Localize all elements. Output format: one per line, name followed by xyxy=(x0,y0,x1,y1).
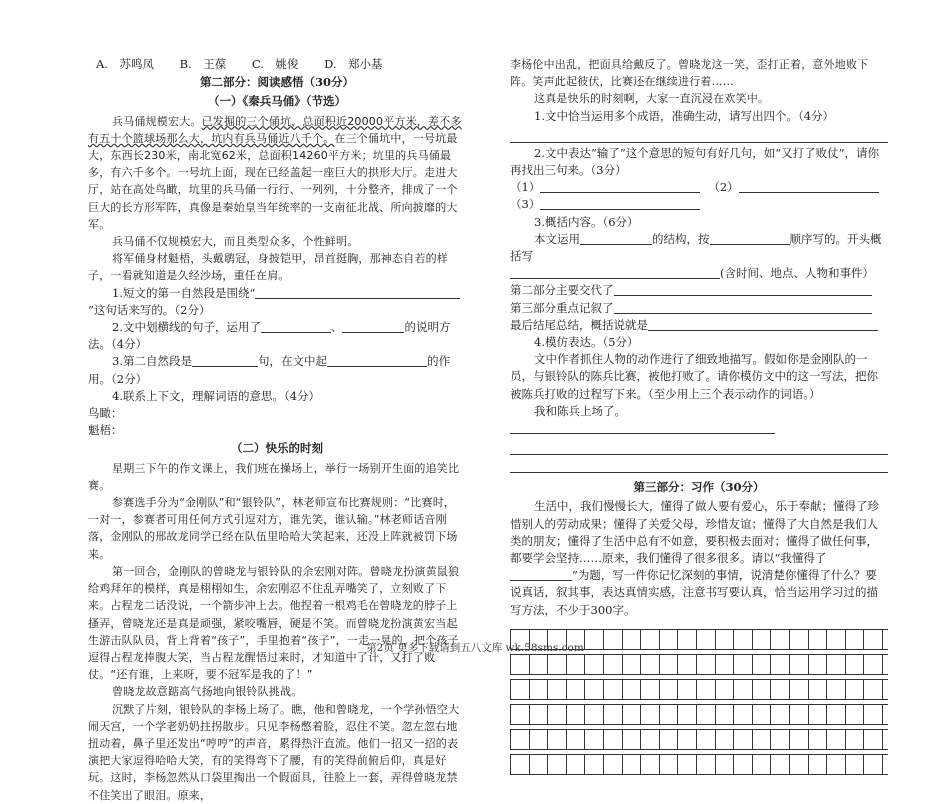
q3-blank-part2[interactable] xyxy=(614,283,872,296)
q4-instructions: 文中作者抓住人物的动作进行了细致地描写。假如你是金刚队的一员，与银铃队的陈兵比赛，被他打败了。请你模仿文中的这一写法，把你被陈兵打败的过程写下来。（至少用上三个表示动作的词语。） xyxy=(510,352,878,401)
grid-cell[interactable] xyxy=(660,730,679,749)
part2-title: 第二部分：阅读感悟（30分） xyxy=(199,75,354,90)
grid-cell[interactable] xyxy=(697,705,716,724)
q3-blank-summary[interactable] xyxy=(648,318,878,331)
option-a: A. 苏鸣凤 xyxy=(96,57,154,71)
grid-cell[interactable] xyxy=(623,680,642,699)
grid-cell[interactable] xyxy=(511,755,530,774)
q3-text-a: 本文运用 xyxy=(534,231,580,246)
grid-cell[interactable] xyxy=(623,705,642,724)
grid-cell[interactable] xyxy=(864,680,883,699)
grid-cell[interactable] xyxy=(585,680,604,699)
grid-cell[interactable] xyxy=(864,755,883,774)
grid-cell[interactable] xyxy=(846,655,865,674)
grid-cell[interactable] xyxy=(716,705,735,724)
q2-text: 2.文中划横线的句子，运用了 xyxy=(112,320,261,335)
grid-cell[interactable] xyxy=(623,755,642,774)
q4-start-text: 我和陈兵上场了。 xyxy=(534,403,626,418)
q1-text-end: ”这句话来写的。（2分） xyxy=(88,302,211,317)
grid-cell[interactable] xyxy=(790,680,809,699)
q3-part2 xyxy=(510,282,888,299)
grid-cell[interactable] xyxy=(585,705,604,724)
passage2-para4: 曾晓龙故意踮高气扬地向银铃队挑战。 xyxy=(112,685,303,699)
grid-cell[interactable] xyxy=(827,680,846,699)
q3-blank-order[interactable] xyxy=(710,232,790,245)
q1-text: 1.短文的第一自然段是围绕“ xyxy=(112,285,256,300)
underlined-sentence: 已发掘的三个俑坑，总面积近20000平方米，差不多有五十个篮球场那么大，坑内有兵马俑近八千个。 xyxy=(88,114,462,145)
grid-cell[interactable] xyxy=(716,680,735,699)
grid-cell[interactable] xyxy=(716,755,735,774)
q3-summary xyxy=(510,317,888,334)
q2-answer-2[interactable] xyxy=(739,180,879,193)
answer-options xyxy=(88,56,466,73)
grid-cell[interactable] xyxy=(548,655,567,674)
essay-prompt xyxy=(510,498,888,618)
grid-cell[interactable] xyxy=(678,705,697,724)
grid-cell[interactable] xyxy=(771,655,790,674)
q3-text: 3.第二自然段是 xyxy=(112,354,192,369)
passage2-ending: 这真是快乐的时刻啊，大家一直沉浸在欢笑中。 xyxy=(534,92,770,106)
grid-cell[interactable] xyxy=(678,680,697,699)
q2-answers-row xyxy=(510,179,888,196)
option-b: B. 王葆 xyxy=(179,57,227,71)
q3-text-end: 的作用。（2分） xyxy=(88,354,450,386)
grid-cell[interactable] xyxy=(790,730,809,749)
para1-rest: 在三个俑坑中，一号坑最大，东西长230米，南北宽62米，总面积14260平方米；坑里的兵马俑最多，有六千多个。一号坑上面，现在已经盖起一座巨大的拱形大厅。走进大厅，站在高处鸟瞰，坑里的兵马俑一行行、一列列，十分整齐，排成了一个巨大的长方形军阵，真像是秦始皇当年统率的一支南征北战、所向披靡的大军。 xyxy=(88,131,458,231)
grid-cell[interactable] xyxy=(604,705,623,724)
grid-cell[interactable] xyxy=(734,730,753,749)
question-4: 4.联系上下文，理解词语的意思。（4分） xyxy=(112,388,321,403)
grid-cell[interactable] xyxy=(548,680,567,699)
grid-cell[interactable] xyxy=(827,730,846,749)
grid-cell[interactable] xyxy=(567,655,586,674)
grid-cell[interactable] xyxy=(548,730,567,749)
grid-cell[interactable] xyxy=(567,705,586,724)
passage2-title: （二）快乐的时刻 xyxy=(231,441,323,456)
grid-cell[interactable] xyxy=(604,755,623,774)
grid-cell[interactable] xyxy=(790,655,809,674)
grid-cell[interactable] xyxy=(660,655,679,674)
grid-cell[interactable] xyxy=(734,755,753,774)
grid-row xyxy=(510,754,888,775)
q2-text-end: 的说明方法。（4分） xyxy=(88,320,451,352)
grid-cell[interactable] xyxy=(623,655,642,674)
grid-cell[interactable] xyxy=(567,755,586,774)
passage1-para3: 将军俑身材魁梧，头戴鹖冠，身披铠甲，昂首挺胸，那神态自若的样子，一看就知道是久经沙场，重任在肩。 xyxy=(88,252,448,283)
grid-cell[interactable] xyxy=(864,655,883,674)
q4-answer-line-2[interactable] xyxy=(510,457,888,473)
grid-cell[interactable] xyxy=(604,730,623,749)
q3-text-g: 最后结尾总结，概括说就是 xyxy=(510,317,648,332)
grid-cell[interactable] xyxy=(809,680,828,699)
grid-cell[interactable] xyxy=(678,755,697,774)
q2-sep: 、 xyxy=(330,320,343,335)
grid-row xyxy=(510,654,888,675)
grid-row xyxy=(510,704,888,725)
grid-cell[interactable] xyxy=(716,655,735,674)
grid-cell[interactable] xyxy=(827,755,846,774)
passage2-continued: 李杨伦中出乱，把面具给戴反了。曾晓龙这一笑，歪打正着，意外地败下阵。笑声此起彼伏，比赛还在继续进行着…… xyxy=(510,58,869,89)
right-question-3: 3.概括内容。（6分） xyxy=(534,214,639,229)
grid-cell[interactable] xyxy=(846,755,865,774)
grid-cell[interactable] xyxy=(641,730,660,749)
grid-cell[interactable] xyxy=(734,655,753,674)
grid-cell[interactable] xyxy=(864,705,883,724)
q1-blank[interactable] xyxy=(255,286,460,299)
grid-cell[interactable] xyxy=(678,730,697,749)
grid-cell[interactable] xyxy=(809,655,828,674)
grid-cell[interactable] xyxy=(530,730,549,749)
grid-cell[interactable] xyxy=(771,730,790,749)
passage2-para3: 第一回合，金刚队的曾晓龙与银铃队的余宏刚对阵。曾晓龙扮演黄鼠狼给鸡拜年的模样，真是栩栩如生，余宏刚忍不住乱弄嘴笑了，立刻败了下来。占程龙二话没说，一个箭步冲上去。他捏着一根鸡毛在曾晓龙的脖子上搔弄，曾晓龙还是真是顽强，紧咬嘴唇，硬是不笑。而曾晓龙扮演黄宏当起生游击队队员，背上背着“孩子”，手里抱着“孩子”，一走一晃的，把个孩子逗得占程龙捧腹大笑，当占程龙醒悟过来时，才知道中了计，又打了败仗。“还有谁，上来呀，要不冠军是我的了！” xyxy=(88,564,460,682)
grid-cell[interactable] xyxy=(660,755,679,774)
passage2-para5: 沉默了片刻，银铃队的李杨上场了。瞧，他和曾晓龙，一个学孙悟空大闹天宫，一个学老奶奶拄拐散步。只见李杨憋着脸，忍住不笑。忽左忽右地扭动着，鼻子里还发出“哼哼”的声音，累得热汗直流。他们一招又一招的表演把大家逗得哈哈大笑，有的笑得弯下了腰，有的笑得前俯后仰，真是好玩。这时，李杨忽然从口袋里掏出一个假面具，往脸上一套，弄得曾晓龙禁不住笑出了眼泪。原来， xyxy=(88,702,460,802)
grid-cell[interactable] xyxy=(697,755,716,774)
grid-cell[interactable] xyxy=(697,680,716,699)
para1-topic: 兵马俑规模宏大。 xyxy=(112,114,202,128)
grid-row xyxy=(510,679,888,700)
grid-cell[interactable] xyxy=(809,730,828,749)
grid-cell[interactable] xyxy=(846,705,865,724)
grid-cell[interactable] xyxy=(697,730,716,749)
passage1-para2: 兵马俑不仅规模宏大，而且类型众多，个性鲜明。 xyxy=(112,235,359,249)
grid-cell[interactable] xyxy=(585,755,604,774)
q3-blank-opening[interactable] xyxy=(510,266,720,279)
essay-prompt-a: 生活中，我们慢慢长大，懂得了做人要有爱心，乐于奉献；懂得了珍惜别人的劳动成果；懂得了关爱父母，珍惜友谊；懂得了大自然是我们人类的朋友；懂得了生活中总有不如意，要积极去面对；懂得了做任何事，都要学会坚持……原来，我们懂得了很多很多。请以“我懂得了 xyxy=(510,499,879,566)
q2-blank-1[interactable] xyxy=(261,320,331,333)
grid-cell[interactable] xyxy=(567,680,586,699)
grid-cell[interactable] xyxy=(809,755,828,774)
grid-cell[interactable] xyxy=(530,655,549,674)
q3-blank-1[interactable] xyxy=(192,354,258,367)
grid-cell[interactable] xyxy=(511,705,530,724)
grid-cell[interactable] xyxy=(585,730,604,749)
grid-cell[interactable] xyxy=(753,705,772,724)
q2-answer-1[interactable] xyxy=(540,180,700,193)
grid-cell[interactable] xyxy=(864,730,883,749)
grid-cell[interactable] xyxy=(697,655,716,674)
q3-text-mid: 句，在文中起 xyxy=(257,354,327,369)
passage1-para1 xyxy=(88,113,466,233)
grid-cell[interactable] xyxy=(753,755,772,774)
q3-blank-structure[interactable] xyxy=(580,232,652,245)
grid-cell[interactable] xyxy=(771,680,790,699)
right-question-2: 2.文中表达“输了”这个意思的短句有好几句，如“又打了败仗”，请你再找出三句来。（3分） xyxy=(510,145,879,178)
question-1 xyxy=(88,285,466,319)
grid-cell[interactable] xyxy=(790,705,809,724)
passage2-para2: 参赛选手分为“金刚队”和“银铃队”，林老师宣布比赛规则：“比赛时，一对一，参赛者可用任何方式引逗对方，谁先笑，谁认输。”林老师话音刚落，金刚队的邢故龙同学已经在队伍里哈哈大笑起来，还没上阵就被罚下场来。 xyxy=(88,496,458,561)
q3-text-f: 第三部分重点记叙了 xyxy=(510,300,614,315)
q3-text-e: 第二部分主要交代了 xyxy=(510,283,614,298)
grid-cell[interactable] xyxy=(623,730,642,749)
grid-cell[interactable] xyxy=(548,705,567,724)
q3-blank-2[interactable] xyxy=(327,354,427,367)
q4-answer-line-1[interactable] xyxy=(510,439,888,455)
q3-blank-part3[interactable] xyxy=(614,301,872,314)
option-d: D. 郑小基 xyxy=(324,57,383,71)
grid-cell[interactable] xyxy=(846,680,865,699)
q3-text-d: (含时间、地点、人物和事件） xyxy=(720,266,874,281)
q3-text-b: 的结构，按 xyxy=(652,231,710,246)
grid-cell[interactable] xyxy=(567,730,586,749)
grid-cell[interactable] xyxy=(734,705,753,724)
grid-cell[interactable] xyxy=(641,755,660,774)
word-1: 鸟瞰： xyxy=(88,406,123,421)
grid-cell[interactable] xyxy=(753,655,772,674)
grid-cell[interactable] xyxy=(678,655,697,674)
grid-row xyxy=(510,729,888,750)
q3-opening xyxy=(510,265,888,282)
q2-answer-3[interactable] xyxy=(540,197,700,210)
grid-cell[interactable] xyxy=(548,755,567,774)
word-2: 魁梧： xyxy=(88,423,123,438)
grid-cell[interactable] xyxy=(660,705,679,724)
grid-cell[interactable] xyxy=(530,705,549,724)
grid-cell[interactable] xyxy=(641,655,660,674)
grid-cell[interactable] xyxy=(604,680,623,699)
page-footer: 第2页 更多下载请到五八文库 wk.58sms.com xyxy=(366,642,584,654)
grid-cell[interactable] xyxy=(734,680,753,699)
question-2 xyxy=(88,319,466,353)
essay-title-blank[interactable] xyxy=(510,568,572,581)
grid-cell[interactable] xyxy=(771,705,790,724)
grid-cell[interactable] xyxy=(585,655,604,674)
grid-cell[interactable] xyxy=(809,705,828,724)
q4-blank-start[interactable] xyxy=(510,421,775,434)
q3-structure xyxy=(510,231,888,265)
right-question-1: 1.文中恰当运用多个成语，准确生动，请写出四个。（4分） xyxy=(534,108,835,123)
q3-part3 xyxy=(510,300,888,317)
grid-cell[interactable] xyxy=(511,730,530,749)
answer-line-1[interactable] xyxy=(510,127,888,143)
grid-cell[interactable] xyxy=(846,730,865,749)
grid-cell[interactable] xyxy=(827,705,846,724)
grid-cell[interactable] xyxy=(641,680,660,699)
question-3 xyxy=(88,353,466,387)
passage2-para1: 星期三下午的作文课上，我们班在操场上，举行一场别开生面的追笑比赛。 xyxy=(88,461,460,492)
left-column xyxy=(88,56,466,804)
q3-text-c: 顺序写的。开头概括写 xyxy=(510,231,882,264)
part3-title: 第三部分：习作（30分） xyxy=(633,480,765,495)
grid-cell[interactable] xyxy=(790,755,809,774)
essay-prompt-b: ”为题，写一件你记忆深刻的事情，说清楚你懂得了什么？要说真话，叙其事，表达真情实感，注意书写要认真，恰当运用学习过的描写方法，不少于300字。 xyxy=(510,568,878,617)
right-column xyxy=(510,56,888,779)
q4-start xyxy=(510,403,888,437)
grid-cell[interactable] xyxy=(771,755,790,774)
grid-cell[interactable] xyxy=(530,755,549,774)
grid-cell[interactable] xyxy=(753,680,772,699)
grid-cell[interactable] xyxy=(753,730,772,749)
q2-label-1: （1） xyxy=(510,180,541,195)
q2-answer-row-2 xyxy=(510,196,888,213)
grid-cell[interactable] xyxy=(511,655,530,674)
passage1-title: （一）《秦兵马俑》（节选） xyxy=(208,94,346,109)
grid-cell[interactable] xyxy=(827,655,846,674)
grid-cell[interactable] xyxy=(641,705,660,724)
q2-label-3: （3） xyxy=(510,197,541,212)
grid-cell[interactable] xyxy=(716,730,735,749)
option-c: C. 姚俊 xyxy=(251,57,299,71)
q2-blank-2[interactable] xyxy=(342,320,404,333)
right-question-4: 4.模仿表达。（5分） xyxy=(534,335,639,350)
grid-cell[interactable] xyxy=(660,680,679,699)
grid-cell[interactable] xyxy=(511,680,530,699)
grid-cell[interactable] xyxy=(530,680,549,699)
grid-cell[interactable] xyxy=(604,655,623,674)
q2-label-2: （2） xyxy=(708,180,739,195)
